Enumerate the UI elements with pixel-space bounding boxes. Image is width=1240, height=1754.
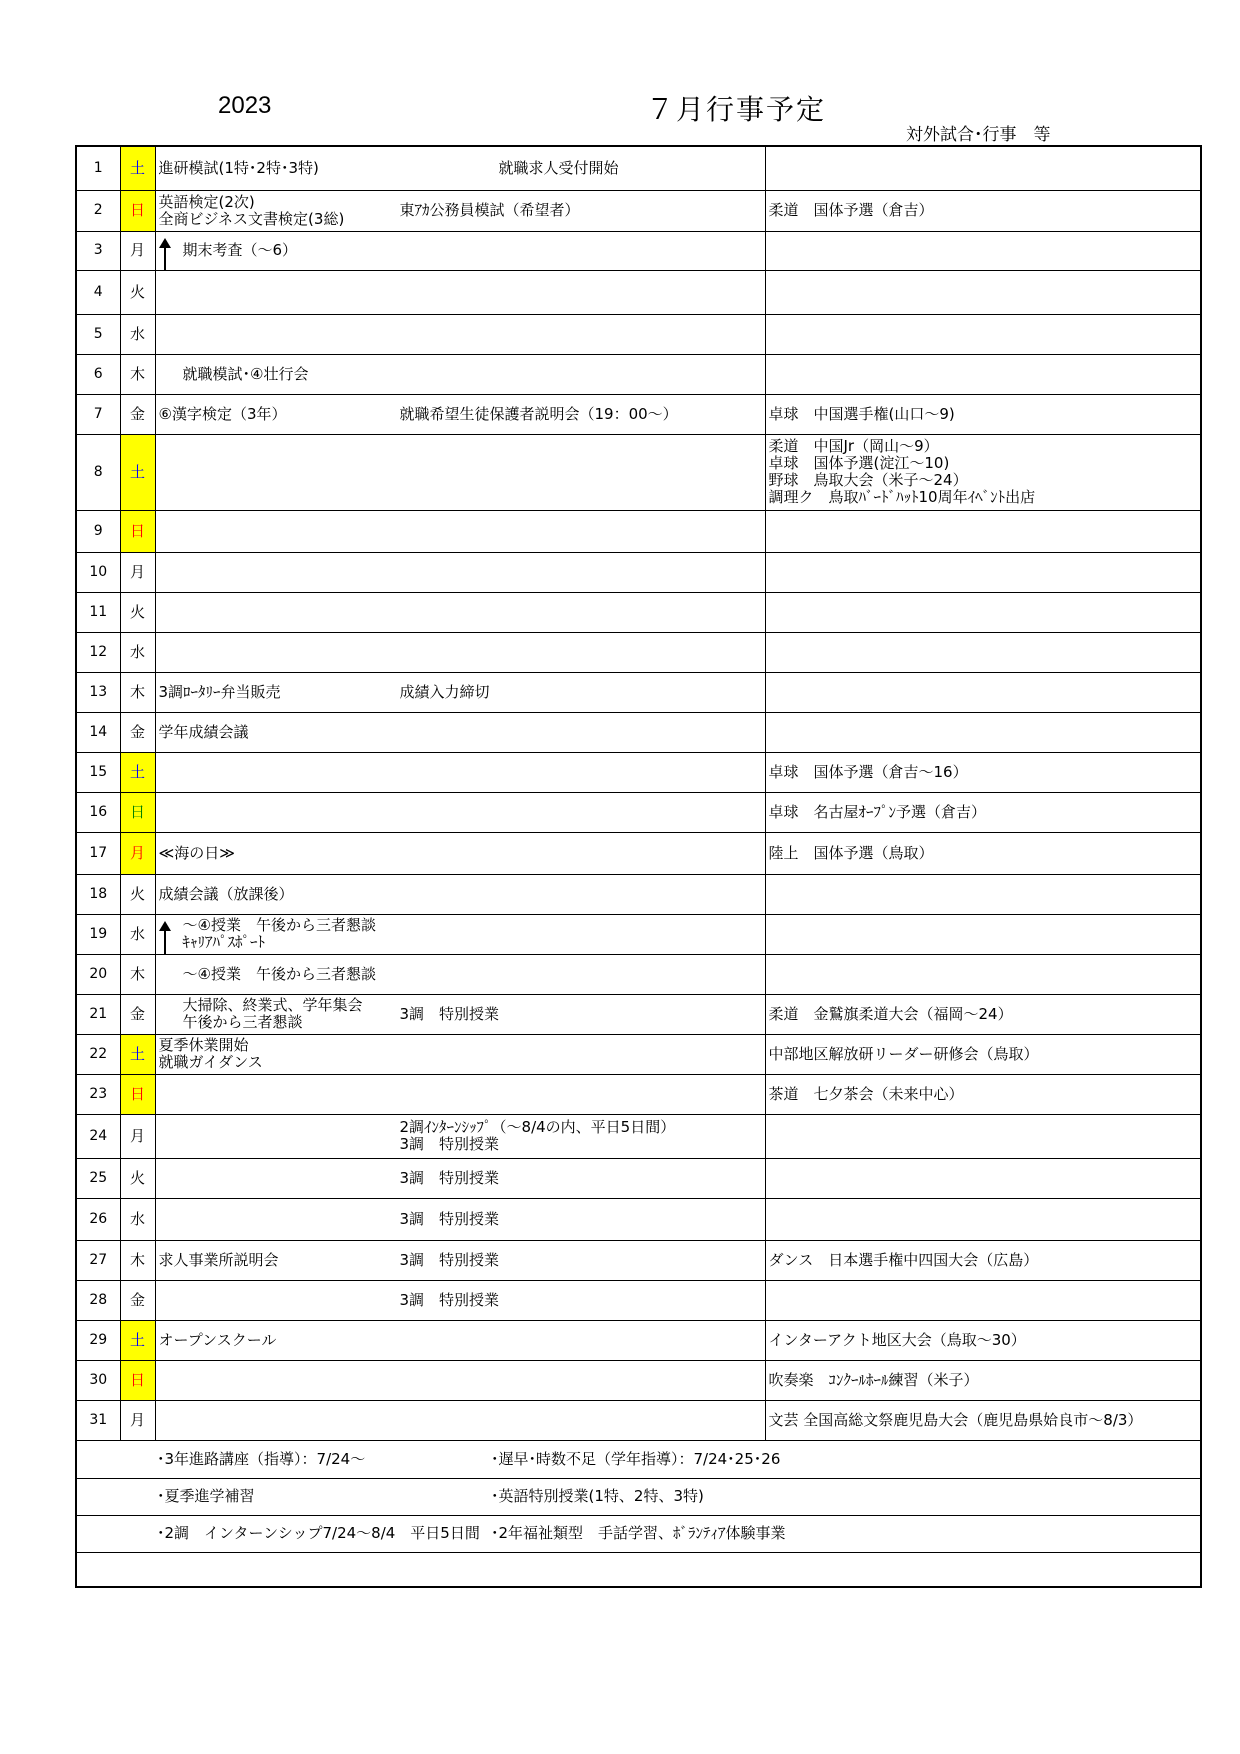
event-line: 3調 特別授業 bbox=[399, 1209, 500, 1228]
school-events-cell bbox=[155, 792, 765, 832]
day-of-week: 木 bbox=[120, 1240, 155, 1280]
note-cell bbox=[76, 1515, 1201, 1552]
table-row bbox=[76, 792, 1201, 832]
event-line: 期末考査（～6） bbox=[182, 241, 298, 259]
event-line: ｷｬﾘｱﾊﾟｽﾎﾟｰﾄ bbox=[182, 933, 266, 951]
day-of-week: 木 bbox=[120, 672, 155, 712]
school-events-cell bbox=[155, 1034, 765, 1074]
day-of-week: 水 bbox=[120, 314, 155, 354]
note-right: ･英語特別授業(1特、2特、3特) bbox=[491, 1487, 704, 1505]
day-of-week: 木 bbox=[120, 354, 155, 394]
external-events bbox=[765, 792, 1201, 832]
day-of-week: 火 bbox=[120, 270, 155, 314]
note-left: ･夏季進学補習 bbox=[157, 1487, 255, 1505]
table-row bbox=[76, 190, 1201, 231]
event-line: 陸上 国体予選（鳥取） bbox=[768, 843, 934, 862]
school-events-cell bbox=[155, 592, 765, 632]
table-row bbox=[76, 434, 1201, 510]
external-events bbox=[765, 314, 1201, 354]
day-of-week: 水 bbox=[120, 1198, 155, 1240]
school-events-cell bbox=[155, 231, 765, 270]
school-events-cell bbox=[155, 190, 765, 231]
school-events-cell bbox=[155, 994, 765, 1034]
school-events-cell bbox=[155, 672, 765, 712]
external-events bbox=[765, 832, 1201, 874]
year-label: 2023 bbox=[218, 92, 272, 119]
note-right: ･2年福祉類型 手話学習、ﾎﾞﾗﾝﾃｨｱ体験事業 bbox=[491, 1524, 786, 1542]
day-of-week: 土 bbox=[120, 752, 155, 792]
school-events-cell bbox=[155, 146, 765, 190]
event-line: 3調 特別授業 bbox=[399, 1290, 500, 1309]
event-line: 英語検定(2次) bbox=[158, 192, 255, 211]
table-row bbox=[76, 672, 1201, 712]
event-line: 大掃除、終業式、学年集会 bbox=[182, 996, 363, 1014]
school-events bbox=[159, 1321, 277, 1360]
table-row bbox=[76, 1400, 1201, 1440]
school-events-cell bbox=[155, 270, 765, 314]
table-row bbox=[76, 914, 1201, 954]
school-events-cell bbox=[155, 874, 765, 914]
table-row bbox=[76, 632, 1201, 672]
external-events bbox=[765, 190, 1201, 231]
table-row bbox=[76, 231, 1201, 270]
school-events-secondary bbox=[400, 1115, 676, 1158]
page-title: ７月行事予定 bbox=[646, 93, 827, 126]
school-events-cell bbox=[155, 1158, 765, 1198]
event-line: 卓球 国体予選（倉吉～16） bbox=[768, 762, 968, 781]
day-number: 27 bbox=[76, 1240, 120, 1280]
day-number: 29 bbox=[76, 1320, 120, 1360]
event-line: 学年成績会議 bbox=[158, 722, 249, 741]
right-column-label: 対外試合･行事 等 bbox=[906, 125, 1051, 145]
event-line: 夏季休業開始 bbox=[158, 1036, 249, 1054]
day-number: 9 bbox=[76, 510, 120, 552]
day-number: 21 bbox=[76, 994, 120, 1034]
event-line: 就職ガイダンス bbox=[158, 1053, 263, 1071]
school-events bbox=[183, 232, 298, 270]
school-events-cell bbox=[155, 1320, 765, 1360]
day-of-week: 木 bbox=[120, 954, 155, 994]
event-line: ～④授業 午後から三者懇談 bbox=[182, 964, 376, 983]
day-of-week: 月 bbox=[120, 552, 155, 592]
day-of-week: 月 bbox=[120, 832, 155, 874]
event-line: 卓球 名古屋ｵｰﾌﾟﾝ予選（倉吉） bbox=[768, 802, 987, 821]
day-of-week: 月 bbox=[120, 1400, 155, 1440]
event-line: 3調 特別授業 bbox=[399, 1168, 500, 1187]
note-row bbox=[76, 1478, 1201, 1515]
external-events bbox=[765, 914, 1201, 954]
event-line: 3調 特別授業 bbox=[399, 1004, 500, 1023]
event-line: 就職模試･④壮行会 bbox=[182, 364, 309, 383]
note-left: ･2調 インターンシップ7/24～8/4 平日5日間 bbox=[157, 1524, 480, 1542]
external-events bbox=[765, 954, 1201, 994]
note-cell bbox=[76, 1440, 1201, 1478]
external-events bbox=[765, 1074, 1201, 1114]
arrow-head-up bbox=[159, 238, 171, 248]
table-row bbox=[76, 552, 1201, 592]
external-events bbox=[765, 994, 1201, 1034]
external-events bbox=[765, 672, 1201, 712]
school-events-cell bbox=[155, 1114, 765, 1158]
day-number: 25 bbox=[76, 1158, 120, 1198]
school-events-cell bbox=[155, 510, 765, 552]
day-number: 19 bbox=[76, 914, 120, 954]
day-number: 1 bbox=[76, 146, 120, 190]
table-row bbox=[76, 354, 1201, 394]
external-events bbox=[765, 434, 1201, 510]
school-events-secondary bbox=[400, 395, 678, 434]
note-row bbox=[76, 1552, 1201, 1587]
day-of-week: 日 bbox=[120, 510, 155, 552]
schedule-table bbox=[75, 145, 1202, 1588]
school-events bbox=[183, 355, 309, 394]
day-number: 4 bbox=[76, 270, 120, 314]
table-row bbox=[76, 1074, 1201, 1114]
school-events bbox=[159, 713, 249, 752]
external-events bbox=[765, 1240, 1201, 1280]
table-row bbox=[76, 510, 1201, 552]
exam-period-arrow bbox=[164, 240, 166, 271]
event-line: 柔道 金鷲旗柔道大会（福岡～24） bbox=[768, 1004, 1013, 1023]
table-row bbox=[76, 314, 1201, 354]
event-line: 2調ｲﾝﾀｰﾝｼｯﾌﾟ（～8/4の内、平日5日間） bbox=[399, 1118, 676, 1136]
event-line: 求人事業所説明会 bbox=[158, 1250, 279, 1269]
school-events bbox=[159, 147, 319, 190]
day-of-week: 水 bbox=[120, 914, 155, 954]
day-number: 13 bbox=[76, 672, 120, 712]
school-events-cell bbox=[155, 954, 765, 994]
day-of-week: 火 bbox=[120, 1158, 155, 1198]
day-of-week: 金 bbox=[120, 394, 155, 434]
table-row bbox=[76, 394, 1201, 434]
table-row bbox=[76, 874, 1201, 914]
external-events bbox=[765, 752, 1201, 792]
school-events bbox=[183, 955, 376, 994]
day-number: 31 bbox=[76, 1400, 120, 1440]
arrow-head-up bbox=[159, 921, 171, 931]
school-events-secondary bbox=[499, 147, 619, 190]
day-of-week: 火 bbox=[120, 874, 155, 914]
school-events-cell bbox=[155, 314, 765, 354]
school-events-secondary bbox=[400, 1281, 500, 1320]
school-events-cell bbox=[155, 1280, 765, 1320]
table-row bbox=[76, 146, 1201, 190]
school-events bbox=[183, 995, 363, 1034]
event-line: 野球 鳥取大会（米子～24） bbox=[768, 471, 968, 489]
school-events-cell bbox=[155, 1240, 765, 1280]
school-events bbox=[159, 833, 235, 874]
day-of-week: 金 bbox=[120, 1280, 155, 1320]
day-of-week: 日 bbox=[120, 190, 155, 231]
event-line: 成績会議（放課後） bbox=[158, 884, 294, 903]
table-row bbox=[76, 1360, 1201, 1400]
school-events-cell bbox=[155, 1400, 765, 1440]
school-events-cell bbox=[155, 752, 765, 792]
school-events-cell bbox=[155, 434, 765, 510]
note-row bbox=[76, 1515, 1201, 1552]
external-events bbox=[765, 632, 1201, 672]
external-events bbox=[765, 510, 1201, 552]
event-line: ≪海の日≫ bbox=[158, 843, 235, 862]
day-number: 28 bbox=[76, 1280, 120, 1320]
note-right: ･遅早･時数不足（学年指導）：7/24･25･26 bbox=[491, 1449, 781, 1468]
table-row bbox=[76, 1034, 1201, 1074]
school-events-cell bbox=[155, 552, 765, 592]
school-events-secondary bbox=[400, 1241, 500, 1280]
event-line: 茶道 七夕茶会（未来中心） bbox=[768, 1084, 964, 1103]
day-of-week: 土 bbox=[120, 1034, 155, 1074]
external-events bbox=[765, 1320, 1201, 1360]
day-number: 24 bbox=[76, 1114, 120, 1158]
day-of-week: 水 bbox=[120, 632, 155, 672]
external-events bbox=[765, 1034, 1201, 1074]
external-events bbox=[765, 1400, 1201, 1440]
school-events-cell bbox=[155, 632, 765, 672]
day-number: 8 bbox=[76, 434, 120, 510]
event-line: ～④授業 午後から三者懇談 bbox=[182, 916, 376, 934]
table-row bbox=[76, 1240, 1201, 1280]
table-row bbox=[76, 1198, 1201, 1240]
day-number: 2 bbox=[76, 190, 120, 231]
event-line: 全商ビジネス文書検定(3総) bbox=[158, 209, 345, 228]
event-line: 3調ﾛｰﾀﾘｰ弁当販売 bbox=[158, 682, 281, 701]
day-of-week: 土 bbox=[120, 1320, 155, 1360]
table-row bbox=[76, 1280, 1201, 1320]
day-number: 10 bbox=[76, 552, 120, 592]
day-of-week: 月 bbox=[120, 1114, 155, 1158]
day-number: 11 bbox=[76, 592, 120, 632]
school-events bbox=[159, 875, 294, 914]
day-of-week: 金 bbox=[120, 994, 155, 1034]
note-left: ･3年進路講座（指導）：7/24～ bbox=[157, 1449, 366, 1468]
event-line: 3調 特別授業 bbox=[399, 1250, 500, 1269]
table-row bbox=[76, 270, 1201, 314]
event-line: 進研模試(1特･2特･3特) bbox=[158, 158, 319, 177]
event-line: 中部地区解放研リーダー研修会（鳥取） bbox=[768, 1044, 1039, 1063]
external-events bbox=[765, 592, 1201, 632]
day-number: 23 bbox=[76, 1074, 120, 1114]
school-events-secondary bbox=[400, 1199, 500, 1240]
table-row bbox=[76, 752, 1201, 792]
day-of-week: 土 bbox=[120, 434, 155, 510]
school-events-cell bbox=[155, 1074, 765, 1114]
table-row bbox=[76, 994, 1201, 1034]
table-row bbox=[76, 712, 1201, 752]
external-events bbox=[765, 1114, 1201, 1158]
event-line: オープンスクール bbox=[158, 1330, 277, 1349]
table-row bbox=[76, 954, 1201, 994]
school-events bbox=[159, 191, 345, 231]
school-events bbox=[159, 395, 287, 434]
school-events bbox=[159, 1035, 263, 1074]
external-events bbox=[765, 712, 1201, 752]
event-line: 卓球 中国選手権(山口～9) bbox=[768, 404, 955, 423]
note-row bbox=[76, 1440, 1201, 1478]
day-number: 20 bbox=[76, 954, 120, 994]
event-line: 午後から三者懇談 bbox=[182, 1013, 303, 1031]
event-line: 柔道 中国Jr（岡山～9） bbox=[768, 437, 939, 455]
note-cell bbox=[76, 1478, 1201, 1515]
day-of-week: 日 bbox=[120, 792, 155, 832]
event-line: 柔道 国体予選（倉吉） bbox=[768, 201, 934, 219]
note-cell bbox=[76, 1552, 1201, 1587]
event-line: ⑥漢字検定（3年） bbox=[158, 404, 287, 423]
day-number: 14 bbox=[76, 712, 120, 752]
table-row bbox=[76, 832, 1201, 874]
table-row bbox=[76, 1158, 1201, 1198]
day-number: 30 bbox=[76, 1360, 120, 1400]
event-line: 吹奏楽 ｺﾝｸｰﾙﾎｰﾙ練習（米子） bbox=[768, 1370, 979, 1389]
event-line: 就職希望生徒保護者説明会（19：00～） bbox=[399, 404, 678, 423]
day-of-week: 月 bbox=[120, 231, 155, 270]
external-events bbox=[765, 552, 1201, 592]
school-events-secondary bbox=[400, 995, 500, 1034]
day-number: 26 bbox=[76, 1198, 120, 1240]
day-of-week: 日 bbox=[120, 1074, 155, 1114]
day-number: 12 bbox=[76, 632, 120, 672]
day-of-week: 日 bbox=[120, 1360, 155, 1400]
event-line: 東ｱｶ公務員模試（希望者） bbox=[399, 201, 580, 219]
external-events bbox=[765, 354, 1201, 394]
school-events-cell bbox=[155, 394, 765, 434]
school-events-cell bbox=[155, 354, 765, 394]
school-events-cell bbox=[155, 832, 765, 874]
school-events bbox=[159, 1241, 279, 1280]
day-number: 7 bbox=[76, 394, 120, 434]
school-events-cell bbox=[155, 712, 765, 752]
school-events-secondary bbox=[400, 191, 580, 231]
external-events bbox=[765, 1280, 1201, 1320]
school-events-cell bbox=[155, 1198, 765, 1240]
conference-period-arrow bbox=[164, 923, 166, 955]
event-line: ダンス 日本選手権中四国大会（広島） bbox=[768, 1250, 1039, 1269]
day-number: 16 bbox=[76, 792, 120, 832]
event-line: 3調 特別授業 bbox=[399, 1135, 500, 1153]
external-events bbox=[765, 146, 1201, 190]
event-line: 成績入力締切 bbox=[399, 682, 490, 701]
table-row bbox=[76, 1114, 1201, 1158]
school-events-secondary bbox=[400, 1159, 500, 1198]
day-number: 15 bbox=[76, 752, 120, 792]
school-events bbox=[183, 915, 376, 954]
table-row bbox=[76, 592, 1201, 632]
event-line: 文芸 全国高総文祭鹿児島大会（鹿児島県姶良市～8/3） bbox=[768, 1410, 1143, 1429]
school-events bbox=[159, 673, 281, 712]
event-line: 卓球 国体予選(淀江～10) bbox=[768, 454, 950, 472]
day-number: 3 bbox=[76, 231, 120, 270]
event-line: 調理ク 鳥取ﾊﾞｰﾄﾞﾊｯﾄ10周年ｲﾍﾞﾝﾄ出店 bbox=[768, 488, 1036, 506]
external-events bbox=[765, 1360, 1201, 1400]
school-events-cell bbox=[155, 914, 765, 954]
day-of-week: 火 bbox=[120, 592, 155, 632]
day-of-week: 土 bbox=[120, 146, 155, 190]
external-events bbox=[765, 270, 1201, 314]
day-number: 5 bbox=[76, 314, 120, 354]
external-events bbox=[765, 1198, 1201, 1240]
external-events bbox=[765, 1158, 1201, 1198]
day-number: 18 bbox=[76, 874, 120, 914]
event-line: 就職求人受付開始 bbox=[498, 158, 619, 177]
school-events-cell bbox=[155, 1360, 765, 1400]
event-line: インターアクト地区大会（鳥取～30） bbox=[768, 1330, 1026, 1349]
school-events-secondary bbox=[400, 673, 490, 712]
external-events bbox=[765, 874, 1201, 914]
day-number: 22 bbox=[76, 1034, 120, 1074]
external-events bbox=[765, 231, 1201, 270]
table-row bbox=[76, 1320, 1201, 1360]
day-of-week: 金 bbox=[120, 712, 155, 752]
external-events bbox=[765, 394, 1201, 434]
day-number: 17 bbox=[76, 832, 120, 874]
day-number: 6 bbox=[76, 354, 120, 394]
